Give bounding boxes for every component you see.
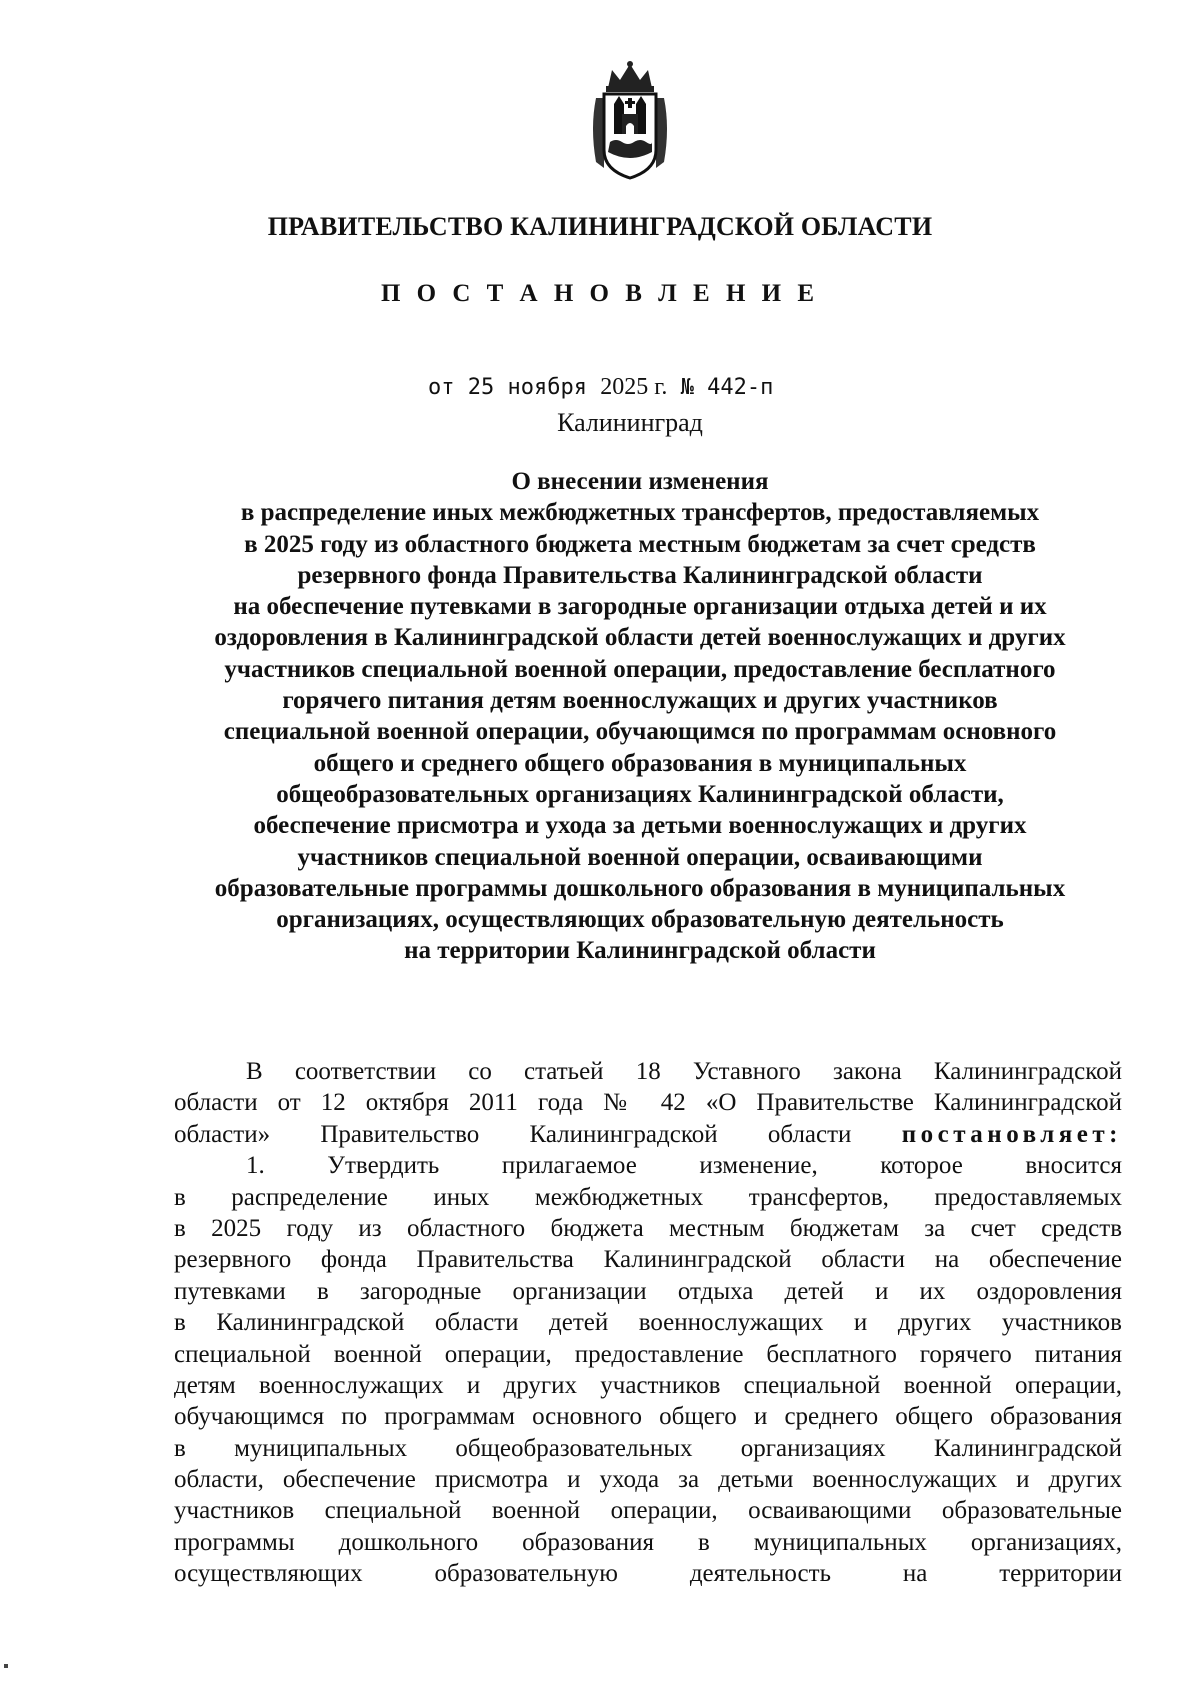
date-prefix: от [428, 375, 455, 400]
title-line: специальной военной операции, обучающимся по программам основного [223, 718, 1057, 746]
date-day-month: 25 ноября [467, 375, 587, 400]
title-line: образовательные программы дошкольного образования в муниципальных [214, 874, 1066, 902]
title-line: на территории Калининградской области [404, 937, 876, 965]
title-line: оздоровления в Калининградской области детей военнослужащих и других [214, 624, 1066, 652]
item-1-line: в 2025 году из областного бюджета местным бюджетам за счет средств [174, 1214, 1122, 1242]
title-line: в 2025 году из областного бюджета местным бюджетам за счет средств [244, 530, 1036, 558]
title-line: на обеспечение путевками в загородные организации отдыха детей и их [233, 593, 1047, 621]
item-1-line: специальной военной операции, предоставление бесплатного горячего питания [174, 1340, 1122, 1368]
title-line: организациях, осуществляющих образовательную деятельность [276, 906, 1004, 934]
preamble-line: В соответствии со статьей 18 Уставного закона Калининградской [246, 1058, 1122, 1085]
title-line: горячего питания детям военнослужащих и других участников [282, 687, 998, 715]
item-1-line: в распределение иных межбюджетных трансфертов, предоставляемых [174, 1183, 1122, 1211]
document-number: № 442-п [680, 375, 774, 400]
title-line: О внесении изменения [511, 468, 769, 495]
item-1-line: осуществляющих образовательную деятельность на территории [174, 1560, 1122, 1588]
title-line: участников специальной военной операции, осваивающими [297, 843, 983, 871]
coat-of-arms-emblem [582, 58, 678, 182]
item-1-line: области, обеспечение присмотра и ухода за детьми военнослужащих и других [174, 1466, 1122, 1494]
item-1-line: в муниципальных общеобразовательных организациях Калининградской [174, 1434, 1122, 1462]
preamble-line-last [174, 1119, 1122, 1150]
title-line: общего и среднего общего образования в муниципальных [313, 749, 967, 777]
title-line: общеобразовательных организациях Калининградской области, [276, 780, 1004, 808]
decree-word: постановляет: [901, 1120, 1122, 1148]
item-1-line: участников специальной военной операции, осваивающими образовательные [174, 1497, 1122, 1525]
preamble-line: области от 12 октября 2011 года № 42 «О Правительстве Калининградской [174, 1089, 1122, 1117]
document-body [174, 1056, 1122, 1590]
title-line: резервного фонда Правительства Калининградской области [297, 561, 983, 589]
item-1-line: программы дошкольного образования в муниципальных организациях, [174, 1528, 1122, 1556]
item-1-line: детям военнослужащих и других участников специальной военной операции, [174, 1371, 1122, 1399]
item-1-line: в Калининградской области детей военнослужащих и других участников [174, 1309, 1122, 1337]
authority-heading: ПРАВИТЕЛЬСТВО КАЛИНИНГРАДСКОЙ ОБЛАСТИ [267, 212, 933, 241]
date-number-line [428, 374, 773, 401]
document-type-heading: П О С Т А Н О В Л Е Н И Е [380, 280, 820, 307]
title-line: участников специальной военной операции, предоставление бесплатного [224, 655, 1056, 683]
title-line: обеспечение присмотра и ухода за детьми военнослужащих и других [253, 812, 1027, 840]
scan-mark [4, 1664, 8, 1668]
city-name: Калининград [557, 408, 703, 437]
item-1-line: путевками в загородные организации отдыха детей и их оздоровления [174, 1277, 1122, 1305]
date-year: 2025 г. [600, 374, 668, 400]
item-1-line: обучающимся по программам основного общего и среднего общего образования [174, 1403, 1122, 1431]
document-title [160, 466, 1120, 967]
item-1-line: резервного фонда Правительства Калининградской области на обеспечение [174, 1246, 1122, 1274]
title-line: в распределение иных межбюджетных трансфертов, предоставляемых [240, 499, 1040, 527]
preamble-text: области» Правительство Калининградской области [174, 1120, 852, 1148]
item-1-line: 1. Утвердить прилагаемое изменение, которое вносится [246, 1152, 1122, 1180]
